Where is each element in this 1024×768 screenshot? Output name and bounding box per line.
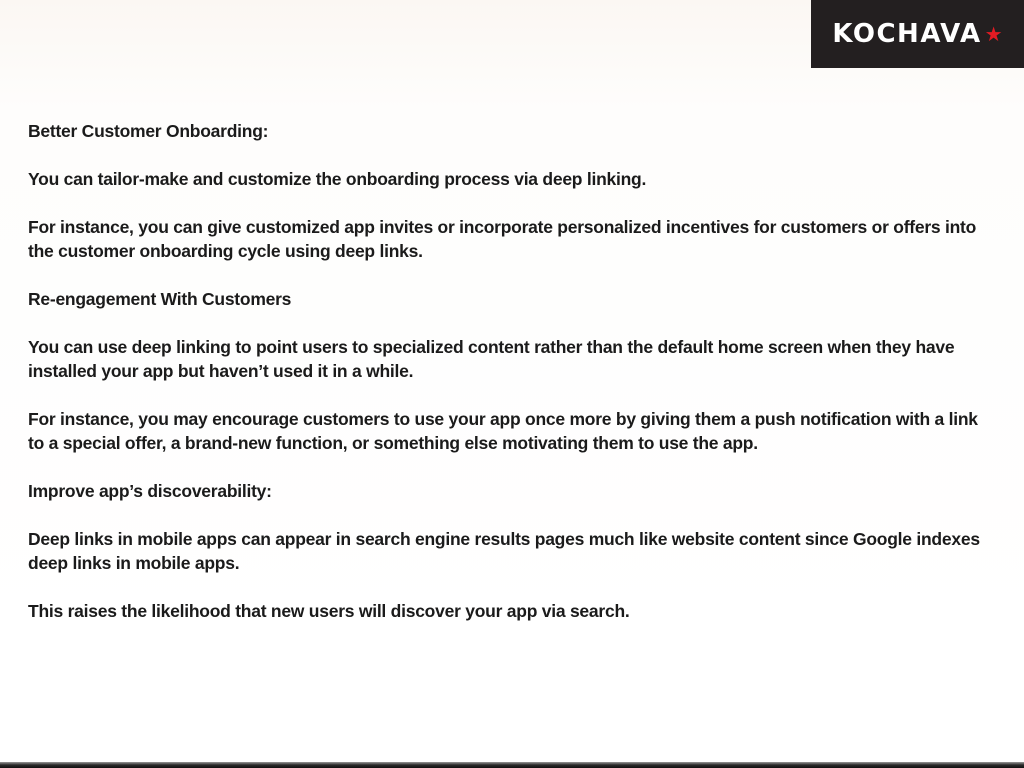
paragraph-discoverability-result: This raises the likelihood that new users will discover your app via search. — [28, 601, 630, 621]
logo-wordmark: KOCHAVA — [832, 19, 982, 49]
paragraph-reengagement-example: For instance, you may encourage customers to use your app once more by giving them a push notification with a link to a special offer, a brand-new function, or something else motivating them to use the app. — [28, 409, 978, 453]
paragraph-reengagement-intro: You can use deep linking to point users to specialized content rather than the default home screen when they have installed your app but haven’t used it in a while. — [28, 337, 955, 381]
bottom-divider — [0, 762, 1024, 768]
paragraph-discoverability-intro: Deep links in mobile apps can appear in search engine results pages much like website content since Google indexes deep links in mobile apps. — [28, 529, 980, 573]
heading-discoverability: Improve app’s discoverability: — [28, 481, 272, 501]
paragraph-onboarding-example: For instance, you can give customized app invites or incorporate personalized incentives for customers or offers into the customer onboarding cycle using deep links. — [28, 217, 977, 261]
paragraph-onboarding-intro: You can tailor-make and customize the onboarding process via deep linking. — [28, 169, 647, 189]
kochava-logo — [811, 0, 1024, 68]
slide-body — [28, 119, 998, 647]
heading-onboarding: Better Customer Onboarding: — [28, 121, 269, 141]
star-icon: ★ — [984, 24, 1003, 46]
heading-reengagement: Re-engagement With Customers — [28, 289, 292, 309]
